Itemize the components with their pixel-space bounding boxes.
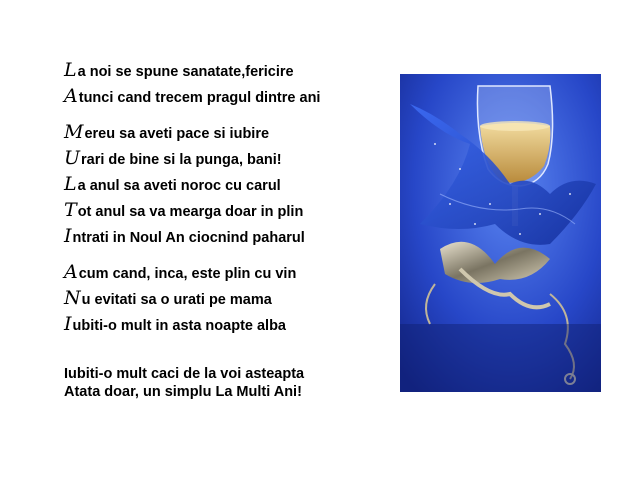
line-text: ot anul sa va mearga doar in plin xyxy=(77,204,304,220)
poem-line xyxy=(64,262,296,284)
line-text: ereu sa aveti pace si iubire xyxy=(84,126,270,142)
poem-line xyxy=(64,174,281,196)
poem-line xyxy=(64,60,294,82)
poem-line xyxy=(64,122,269,144)
initial-letter: M xyxy=(64,121,84,143)
line-text: ntrati in Noul An ciocnind paharul xyxy=(72,230,305,246)
line-text: a noi se spune sanatate,fericire xyxy=(77,64,294,80)
poem-line xyxy=(64,148,282,170)
initial-letter: A xyxy=(64,261,78,283)
line-text: tunci cand trecem pragul dintre ani xyxy=(78,90,321,106)
closing-line: Atata doar, un simplu La Multi Ani! xyxy=(64,384,302,400)
poem-line xyxy=(64,226,305,248)
initial-letter: I xyxy=(64,313,72,335)
line-text: cum cand, inca, este plin cu vin xyxy=(78,266,297,282)
initial-letter: A xyxy=(64,85,78,107)
initial-letter: L xyxy=(64,173,77,195)
wine-glass-photo xyxy=(400,74,601,392)
initial-letter: T xyxy=(64,199,77,221)
initial-letter: I xyxy=(64,225,72,247)
poem-line xyxy=(64,288,272,310)
line-text: u evitati sa o urati pe mama xyxy=(81,292,272,308)
wine-glass-ribbon-icon xyxy=(400,74,601,392)
initial-letter: N xyxy=(64,287,81,309)
poem-line xyxy=(64,314,286,336)
line-text: a anul sa aveti noroc cu carul xyxy=(77,178,281,194)
initial-letter: U xyxy=(64,147,81,169)
line-text: rari de bine si la punga, bani! xyxy=(81,152,282,168)
closing-line: Iubiti-o mult caci de la voi asteapta xyxy=(64,366,305,382)
line-text: ubiti-o mult in asta noapte alba xyxy=(72,318,287,334)
initial-letter: L xyxy=(64,59,77,81)
poem-line xyxy=(64,200,303,222)
poem-line xyxy=(64,86,320,108)
